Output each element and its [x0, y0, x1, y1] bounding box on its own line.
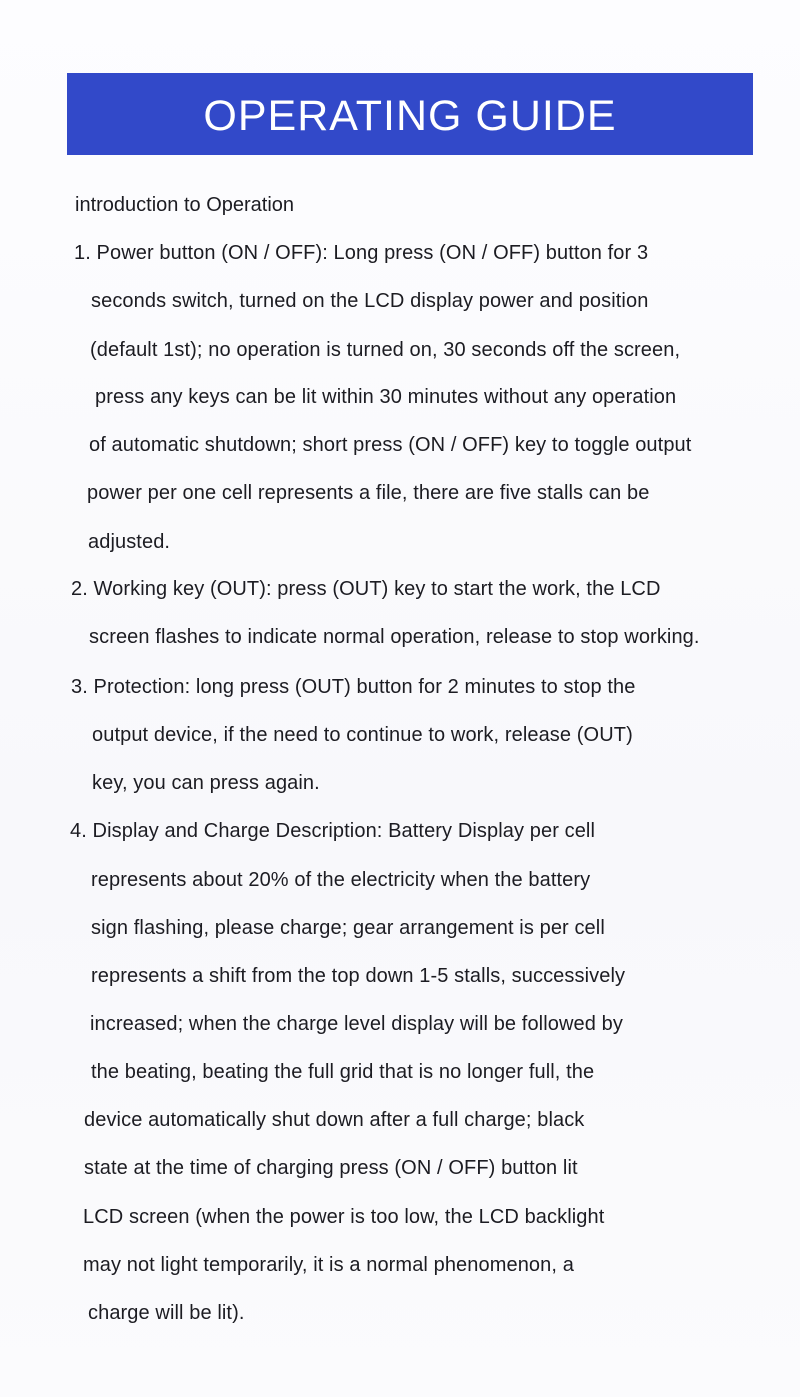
page-title: OPERATING GUIDE	[203, 91, 617, 140]
text-line: power per one cell represents a file, there are five stalls can be	[87, 482, 650, 504]
text-line: (default 1st); no operation is turned on, 30 seconds off the screen,	[90, 339, 681, 361]
text-line: 2. Working key (OUT): press (OUT) key to start the work, the LCD	[71, 578, 661, 600]
text-line: seconds switch, turned on the LCD display power and position	[91, 290, 649, 312]
text-line: 3. Protection: long press (OUT) button for 2 minutes to stop the	[71, 676, 636, 698]
text-line: sign flashing, please charge; gear arrangement is per cell	[91, 917, 605, 939]
text-line: screen flashes to indicate normal operation, release to stop working.	[89, 626, 700, 648]
text-line: represents a shift from the top down 1-5 stalls, successively	[91, 965, 626, 987]
text-line: device automatically shut down after a full charge; black	[84, 1109, 585, 1131]
text-line: press any keys can be lit within 30 minutes without any operation	[95, 386, 677, 408]
intro-heading: introduction to Operation	[75, 194, 295, 216]
title-banner	[67, 73, 753, 155]
text-line: increased; when the charge level display will be followed by	[90, 1013, 623, 1035]
text-line: adjusted.	[88, 531, 171, 553]
text-line: LCD screen (when the power is too low, the LCD backlight	[83, 1206, 605, 1228]
text-line: key, you can press again.	[92, 772, 320, 794]
text-line: output device, if the need to continue to work, release (OUT)	[92, 724, 633, 746]
text-line: of automatic shutdown; short press (ON / OFF) key to toggle output	[89, 434, 692, 456]
text-line: represents about 20% of the electricity when the battery	[91, 869, 591, 891]
text-line: the beating, beating the full grid that is no longer full, the	[91, 1061, 595, 1083]
text-line: 1. Power button (ON / OFF): Long press (ON / OFF) button for 3	[74, 242, 649, 264]
text-line: may not light temporarily, it is a normal phenomenon, a	[83, 1254, 574, 1276]
text-line: charge will be lit).	[88, 1302, 245, 1324]
text-line: 4. Display and Charge Description: Battery Display per cell	[70, 820, 596, 842]
text-line: state at the time of charging press (ON / OFF) button lit	[84, 1157, 578, 1179]
